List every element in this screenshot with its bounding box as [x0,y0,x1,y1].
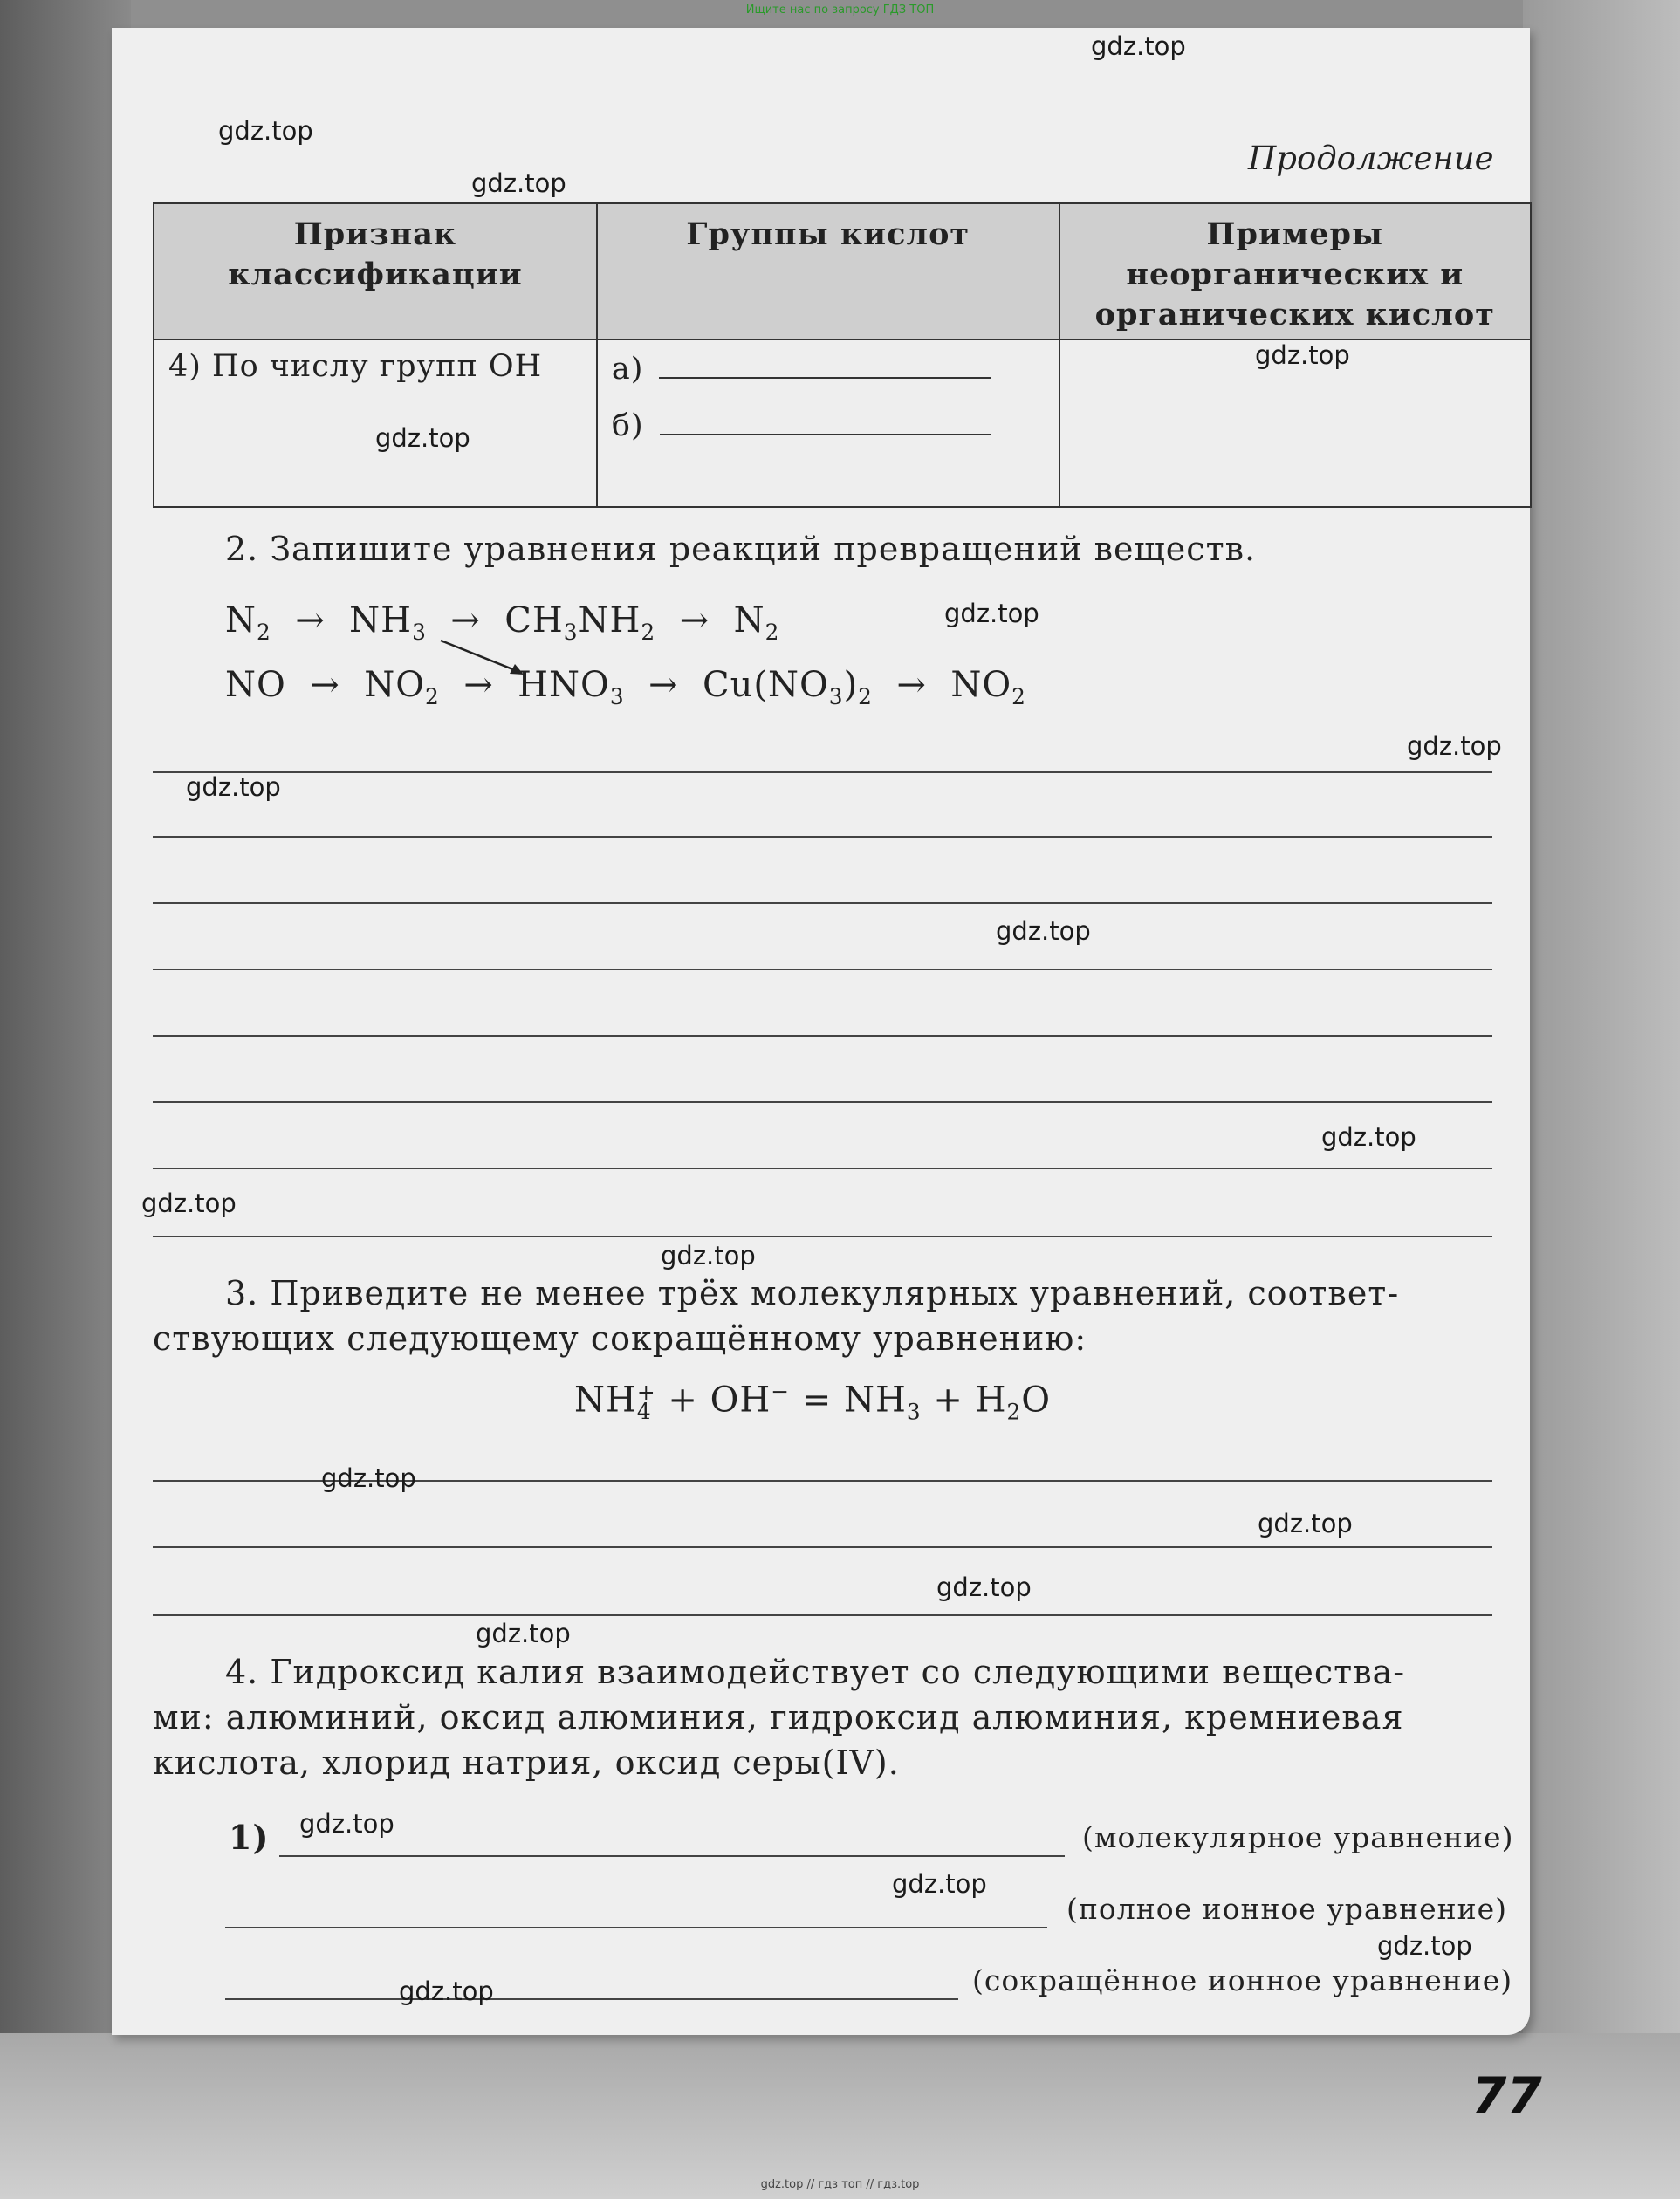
continuation-label: Продолжение [1248,140,1494,177]
header-examples: Примеры неорганических и органических кислот [1059,203,1531,339]
chain1-n2: $N_2$ [225,600,271,645]
answer-line[interactable] [153,969,1492,970]
task2-chain2 [225,665,1026,709]
table-header-row [154,203,1531,339]
arrow-icon: → [636,665,691,705]
answer-line[interactable] [153,1614,1492,1616]
chain2-hno3: $HNO_3$ [518,665,625,709]
task4-text-line3: кислота, хлорид натрия, оксид серы(IV). [153,1743,900,1782]
task4-text-line1: 4. Гидроксид калия взаимодействует со следующими вещества- [225,1653,1406,1691]
watermark: gdz.top [1377,1931,1472,1961]
watermark: gdz.top [1258,1509,1353,1538]
answer-line[interactable] [153,1035,1492,1037]
answer-line[interactable] [153,1168,1492,1169]
row-criterion: 4) По числу групп OH [154,339,597,507]
header-groups: Группы кислот [597,203,1059,339]
full-ionic-equation-line[interactable] [225,1927,1047,1928]
row-groups [597,339,1059,507]
short-ionic-equation-line[interactable] [225,1998,958,2000]
answer-line[interactable] [153,1546,1492,1548]
task4-item-number: 1) [229,1818,270,1857]
background-right [1523,0,1680,2199]
watermark: gdz.top [1255,340,1350,370]
arrow-icon: → [884,665,939,705]
chain1-nh3: $NH_3$ [349,600,427,645]
molecular-equation-line[interactable] [279,1855,1065,1857]
watermark: gdz.top [1321,1122,1416,1152]
watermark: gdz.top [1091,31,1186,61]
watermark: gdz.top [944,599,1039,628]
task4-text-line2: ми: алюминий, оксид алюминия, гидроксид алюминия, кремниевая [153,1698,1404,1737]
bottom-note: gdz.top // гдз топ // гдз.top [760,2178,920,2191]
header-criterion: Признак классификации [154,203,597,339]
molecular-equation-label: (молекулярное уравнение) [1082,1820,1514,1854]
group-b-answer-line[interactable] [660,408,991,435]
watermark: gdz.top [299,1809,394,1839]
chain2-no2-end: $NO_2$ [950,665,1026,709]
page-number: 77 [1471,2066,1542,2126]
arrow-icon: → [667,600,722,641]
task2-text: 2. Запишите уравнения реакций превращений веществ. [225,530,1257,568]
watermark: gdz.top [375,423,470,453]
arrow-icon: → [451,665,506,705]
chain2-no: NO [225,665,286,705]
watermark: gdz.top [321,1463,416,1493]
watermark: gdz.top [1407,731,1502,761]
chain2-no2: $NO_2$ [364,665,440,709]
chain1-ch3nh2: $CH_3NH_2$ [504,600,656,645]
answer-line[interactable] [153,1101,1492,1103]
watermark: gdz.top [996,916,1091,946]
group-a-answer-line[interactable] [659,351,991,379]
short-ionic-equation-label: (сокращённое ионное уравнение) [972,1963,1513,1997]
chain2-cuno32: $Cu(NO_3)_2$ [703,665,873,709]
watermark: gdz.top [936,1572,1032,1602]
watermark: gdz.top [471,168,566,198]
watermark: gdz.top [892,1869,987,1899]
answer-line[interactable] [153,1236,1492,1237]
watermark: gdz.top [661,1241,756,1271]
task3-equation: NH + 4 + $OH^- = NH_3 + H_2O$ [574,1379,1052,1425]
task3-text-line1: 3. Приведите не менее трёх молекулярных уравнений, соответ- [225,1274,1400,1312]
background-bottom [0,2033,1680,2199]
arrow-icon: → [298,665,353,705]
watermark: gdz.top [218,116,313,146]
watermark: gdz.top [476,1619,571,1648]
task3-text-line2: ствующих следующему сокращённому уравнению: [153,1319,1087,1358]
watermark: gdz.top [186,772,281,802]
arrow-icon: → [283,600,338,641]
group-b-label: б) [611,408,644,443]
group-a-label: а) [611,352,644,387]
answer-line[interactable] [153,902,1492,904]
watermark: gdz.top [141,1189,237,1218]
arrow-icon: → [438,600,493,641]
chain1-n2-end: $N_2$ [733,600,780,645]
answer-line[interactable] [153,836,1492,838]
full-ionic-equation-label: (полное ионное уравнение) [1066,1892,1508,1926]
answer-line[interactable] [153,771,1492,773]
top-note: Ищите нас по запросу ГДЗ ТОП [745,3,935,17]
watermark: gdz.top [399,1976,494,2006]
